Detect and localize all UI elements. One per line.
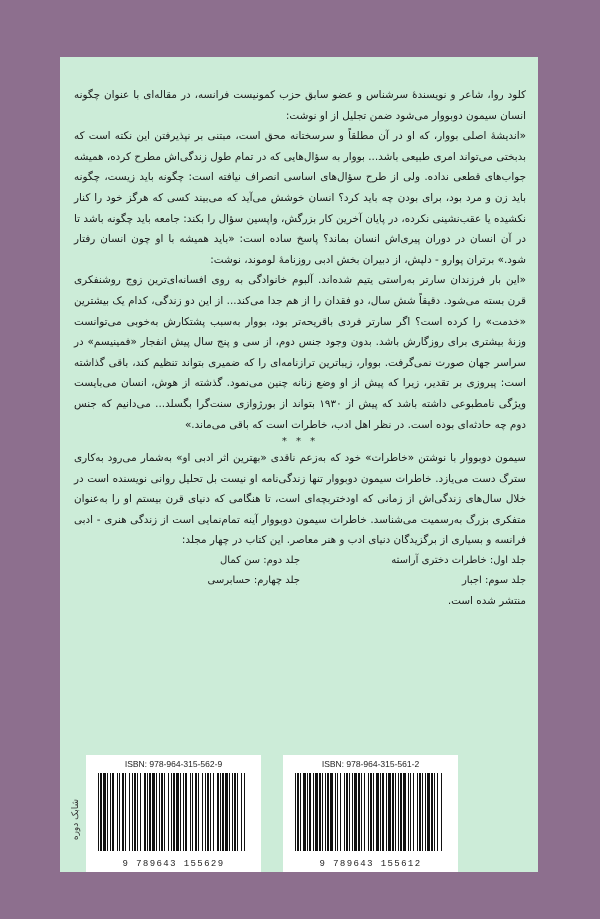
isbn-set-label: شابک دوره — [71, 799, 81, 841]
barcode-bars — [96, 773, 251, 851]
barcode-digits: 9 789643 155629 — [122, 859, 225, 869]
poirot-quote-paragraph: «این بار فرزندان سارتر به‌راستی یتیم شده‌اند. آلبوم خانوادگی به روی افسانه‌ای‌ترین زوج روشنفکری قرن بسته می‌شود. دقیقاً شش سال، دو فقدان را از هم جدا می‌کند... از این دو زندگی، کدام یک بیشترین «خدمت» را کرده است؟ اگر سارتر فردی باقریحه‌تر بود، بووار به‌سبب پشتکارش به‌خوبی می‌توانست وزنهٔ بیشتری برای روزگارش باشد. بدون وجود جنس دوم، از سی و پنج سال پیش انفجار «فمینیسم» در سراسر جهان صورت نمی‌گرفت. بووار، زیباترین ترازنامه‌ای را که ضمیری بتواند تنظیم کند، باقی گذاشته است: پیروزی بر تقدیر، زیرا که پیش از او وضع زنانه چنین می‌نمود. گذشته از هوش، انسان می‌بایست ویژگی نامطبوعی داشته باشد که پیش از ۱۹۳۰ بتواند از بورژوازی سنت‌گرا بگسلد... می‌دانیم که جنس دوم چه حادثه‌ای بوده است. در نظر اهل ادب، خاطرات است که باقی می‌ماند.» — [74, 274, 526, 431]
barcode-volume — [283, 755, 458, 872]
isbn-text: ISBN: 978-964-315-562-9 — [124, 759, 223, 769]
publisher-note: منتشر شده است. — [447, 595, 526, 608]
volume-list — [74, 551, 526, 591]
roy-quote-paragraph: «اندیشهٔ اصلی بووار، که او در آن مطلقاً و سرسختانه محق است، مبتنی بر نپذیرفتن این نکته است که بدبختی می‌تواند امری طبیعی باشد... بووار به سؤال‌هایی که در تمام طول زندگی‌اش مطرح کرده، همیشه جواب‌های قطعی نداده. ولی از طرح سؤال‌های اساسی انصراف نیافته است: چگونه باید زیست، چگونه باید زن و مرد بود، برای بودن چه باید کرد؟ انسان خوشش می‌آید که می‌بیند کسی که هرگز خود را کنار نکشیده یا عقب‌نشینی نکرده، در پایان آخرین کار بزرگش، واپسین سؤال را بکند: جامعه باید چگونه باشد تا در آن انسان در دوران پیری‌اش انسان بماند؟ پاسخ ساده است: «باید همیشه با او چون انسان رفتار شود.» برتران پوارو - دلپش، از دبیران بخش ادبی روزنامهٔ لوموند، نوشت: — [74, 130, 526, 266]
back-cover-panel — [60, 57, 538, 872]
volume-item: جلد چهارم: حسابرسی — [207, 575, 300, 587]
volume-item: جلد سوم: اجبار — [461, 575, 526, 587]
back-cover-text — [74, 85, 526, 611]
separator: * * * — [281, 436, 319, 448]
volume-item: جلد دوم: سن کمال — [220, 555, 300, 567]
volume-item: جلد اول: خاطرات دختری آراسته — [391, 555, 526, 567]
barcode-digits: 9 789643 155612 — [319, 859, 422, 869]
isbn-text: ISBN: 978-964-315-561-2 — [321, 759, 420, 769]
barcode-bars — [293, 773, 448, 851]
intro-paragraph: کلود روا، شاعر و نویسندهٔ سرشناس و عضو سابق حزب کمونیست فرانسه، در مقاله‌ای با عنوان چگونه انسان سیمون دوبووار می‌شود ضمن تجلیل از او نوشت: — [74, 89, 526, 122]
barcode-set — [86, 755, 261, 872]
closing-paragraph: سیمون دوبووار با نوشتن «خاطرات» خود که به‌زعم ناقدی «بهترین اثر ادبی او» به‌شمار می‌رود به‌کاری سترگ دست می‌یازد. خاطرات سیمون دوبووار تنها زندگی‌نامه او نیست بل تحلیل روانی نویسنده است در خلال سال‌های زندگی‌اش از زمانی که اودختربچه‌ای است، تا هنگامی که دنیای قرن بیستم او را به‌عنوان متفکری بزرگ به‌رسمیت می‌شناسد. خاطرات سیمون دوبووار آینه تمام‌نمایی است از زندگی هنری - ادبی فرانسه و بسیاری از برگزیدگان دنیای ادب و هنر معاصر. این کتاب در چهار مجلد: — [74, 452, 526, 547]
